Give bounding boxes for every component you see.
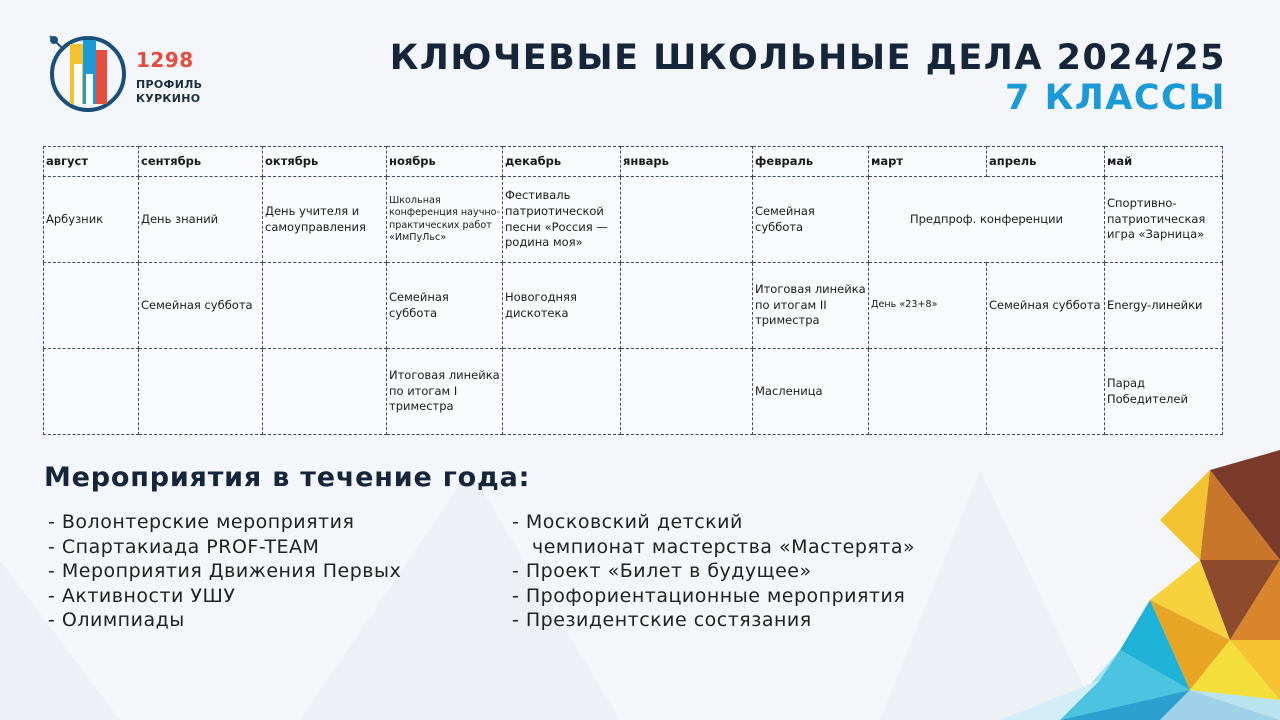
event-cell: [44, 263, 139, 349]
table-row: [44, 263, 1223, 349]
list-item: - Мероприятия Движения Первых: [48, 560, 402, 583]
year-events-list-left: [48, 510, 401, 633]
event-cell: Семейная суббота: [139, 263, 263, 349]
list-item: - Волонтерские мероприятия: [48, 511, 355, 533]
event-cell: [621, 263, 753, 349]
month-header: декабрь: [503, 147, 621, 177]
event-cell: [139, 349, 263, 435]
list-item: - Профориентационные мероприятия: [512, 584, 906, 607]
month-header: октябрь: [263, 147, 387, 177]
events-calendar-table: [43, 146, 1223, 435]
event-cell: День учителя и самоуправления: [263, 177, 387, 263]
table-row: [44, 177, 1223, 263]
month-header: август: [44, 147, 139, 177]
event-cell: [621, 349, 753, 435]
month-header: апрель: [987, 147, 1105, 177]
logo-emblem-icon: [44, 30, 134, 116]
list-item: - Олимпиады: [48, 609, 185, 632]
event-cell: [44, 349, 139, 435]
list-item: - Активности УШУ: [48, 584, 236, 607]
table-row: [44, 349, 1223, 435]
page-subtitle: 7 КЛАССЫ: [1005, 78, 1226, 118]
month-header: ноябрь: [387, 147, 503, 177]
event-cell: Итоговая линейка по итогам II триместра: [753, 263, 869, 349]
event-cell: Итоговая линейка по итогам I триместра: [387, 349, 503, 435]
logo-text-line1: ПРОФИЛЬ: [136, 78, 203, 91]
list-item: - Президентские состязания: [512, 609, 812, 632]
list-item: - Московский детский: [512, 511, 743, 533]
event-cell: День «23+8»: [869, 263, 987, 349]
logo-text-line2: КУРКИНО: [136, 92, 201, 105]
event-cell: Семейная суббота: [753, 177, 869, 263]
event-cell: Школьная конференция научно-практических работ «ИмПуЛьс»: [387, 177, 503, 263]
logo-school-number: 1298: [136, 48, 194, 72]
list-item: чемпионат мастерства «Мастерята»: [532, 535, 916, 558]
event-cell: Арбузник: [44, 177, 139, 263]
event-cell: [987, 349, 1105, 435]
month-header-row: [44, 147, 1223, 177]
school-logo: [44, 30, 204, 116]
month-header: январь: [621, 147, 753, 177]
event-cell: Парад Победителей: [1105, 349, 1223, 435]
event-cell: [869, 349, 987, 435]
month-header: февраль: [753, 147, 869, 177]
event-cell: [621, 177, 753, 263]
list-item: - Спартакиада PROF-TEAM: [48, 535, 320, 558]
event-cell: Energy-линейки: [1105, 263, 1223, 349]
event-cell: День знаний: [139, 177, 263, 263]
year-events-list-right: [512, 510, 915, 633]
event-cell: [263, 349, 387, 435]
event-cell: Масленица: [753, 349, 869, 435]
year-events-heading: Мероприятия в течение года:: [44, 462, 531, 493]
month-header: май: [1105, 147, 1223, 177]
page-title: КЛЮЧЕВЫЕ ШКОЛЬНЫЕ ДЕЛА 2024/25: [389, 38, 1226, 78]
month-header: сентябрь: [139, 147, 263, 177]
month-header: март: [869, 147, 987, 177]
list-item: - Проект «Билет в будущее»: [512, 560, 812, 583]
event-cell: Семейная суббота: [387, 263, 503, 349]
event-cell: [503, 349, 621, 435]
event-cell: Новогодняя дискотека: [503, 263, 621, 349]
event-cell: Фестиваль патриотической песни «Россия — родина моя»: [503, 177, 621, 263]
event-cell: Предпроф. конференции: [869, 177, 1105, 263]
event-cell: Спортивно-патриотическая игра «Зарница»: [1105, 177, 1223, 263]
event-cell: Семейная суббота: [987, 263, 1105, 349]
event-cell: [263, 263, 387, 349]
